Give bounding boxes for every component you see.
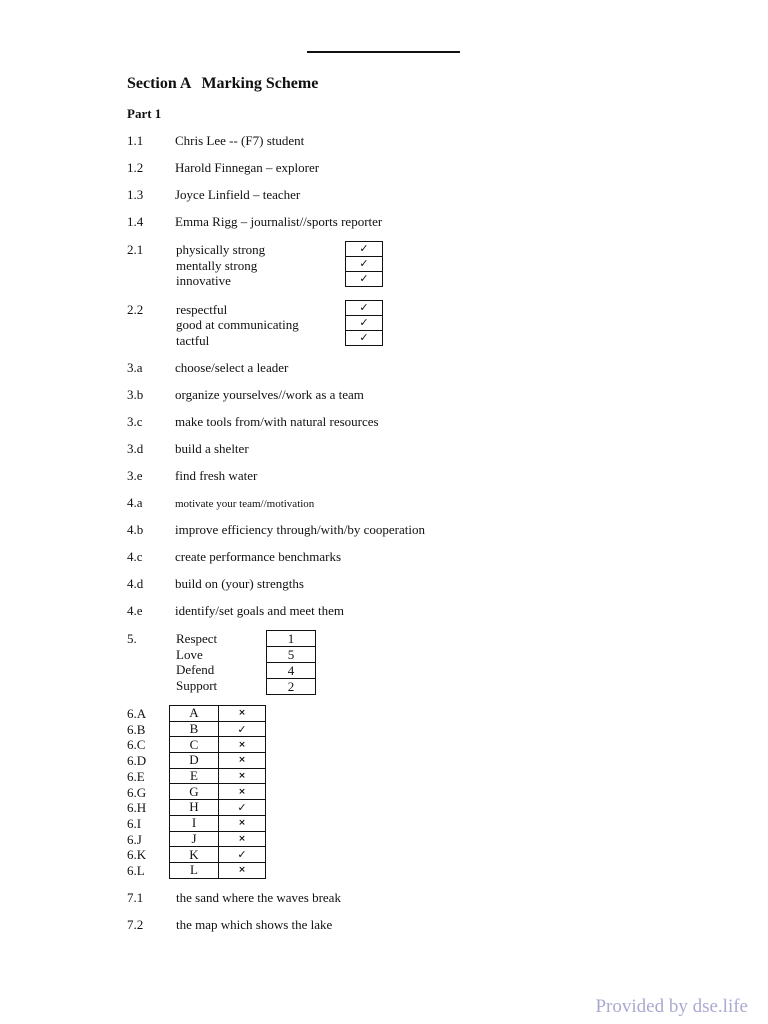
letter-cell: K xyxy=(169,846,219,863)
check-box-group xyxy=(345,241,383,287)
q-number: 3.c xyxy=(127,414,143,429)
q6-answer-grid xyxy=(169,706,266,879)
answer-text: create performance benchmarks xyxy=(175,549,342,564)
check-mark-icon: ✓ xyxy=(218,721,266,738)
q-number: 4.d xyxy=(127,576,144,591)
letter-cell: E xyxy=(169,768,219,785)
rank-cell: 4 xyxy=(266,662,316,679)
answer-text: Chris Lee -- (F7) student xyxy=(175,133,305,148)
q-number: 6.H xyxy=(127,800,147,816)
grid-row xyxy=(169,737,266,753)
value-item: Love xyxy=(176,646,203,662)
answer-item: physically strong xyxy=(176,242,266,257)
answer-text: Harold Finnegan – explorer xyxy=(175,160,320,175)
q-number: 6.A xyxy=(127,706,147,721)
q-number: 1.2 xyxy=(127,160,144,175)
answer-text: improve efficiency through/with/by cooperation xyxy=(175,522,425,537)
rank-cell: 1 xyxy=(266,630,316,647)
grid-row xyxy=(169,753,266,769)
q-number: 5. xyxy=(127,631,137,646)
q-number: 2.2 xyxy=(127,302,144,317)
section-label: Section A xyxy=(127,75,192,92)
letter-cell: J xyxy=(169,831,219,848)
q-number: 4.c xyxy=(127,549,143,564)
q-number: 6.G xyxy=(127,784,147,800)
value-item: Respect xyxy=(176,631,218,646)
check-mark-icon: ✓ xyxy=(345,271,383,287)
cross-icon: × xyxy=(218,815,266,832)
q-number: 2.1 xyxy=(127,242,144,257)
answer-text: choose/select a leader xyxy=(175,360,289,375)
q6-labels xyxy=(127,706,146,879)
check-box-group xyxy=(345,300,383,346)
rank-box xyxy=(266,630,316,695)
part-heading: Part 1 xyxy=(127,106,162,121)
q-number: 6.I xyxy=(127,815,142,831)
q-number: 6.J xyxy=(127,831,142,847)
check-mark-icon: ✓ xyxy=(345,315,383,331)
letter-cell: C xyxy=(169,736,219,753)
cross-icon: × xyxy=(218,705,266,722)
cross-icon: × xyxy=(218,862,266,879)
answer-text: Emma Rigg – journalist//sports reporter xyxy=(175,214,383,229)
answer-item: innovative xyxy=(176,273,231,288)
grid-row xyxy=(169,816,266,832)
grid-row xyxy=(169,722,266,738)
q-number: 6.L xyxy=(127,863,145,879)
cross-icon: × xyxy=(218,768,266,785)
q-number: 3.d xyxy=(127,441,144,456)
check-mark-icon: ✓ xyxy=(345,330,383,346)
answer-text: build on (your) strengths xyxy=(175,576,304,591)
grid-row xyxy=(169,784,266,800)
letter-cell: D xyxy=(169,752,219,769)
grid-row xyxy=(169,863,266,879)
check-mark-icon: ✓ xyxy=(345,241,383,257)
q-number: 1.3 xyxy=(127,187,144,202)
value-list xyxy=(176,631,217,694)
rank-cell: 2 xyxy=(266,678,316,695)
q-number: 6.E xyxy=(127,768,145,784)
answer-item: respectful xyxy=(176,302,228,317)
q-number: 6.B xyxy=(127,721,146,737)
answer-item: tactful xyxy=(176,333,210,348)
answer-text: the sand where the waves break xyxy=(176,890,341,905)
answer-text: build a shelter xyxy=(175,441,249,456)
answer-item: mentally strong xyxy=(176,258,258,273)
letter-cell: I xyxy=(169,815,219,832)
q-number: 4.a xyxy=(127,495,143,510)
answer-text: Joyce Linfield – teacher xyxy=(175,187,301,202)
letter-cell: A xyxy=(169,705,219,722)
answer-text: make tools from/with natural resources xyxy=(175,414,379,429)
title-label: Marking Scheme xyxy=(201,75,319,92)
value-item: Support xyxy=(176,678,218,694)
q-number: 7.2 xyxy=(127,917,144,932)
rank-cell: 5 xyxy=(266,646,316,663)
q-number: 6.C xyxy=(127,737,146,753)
q-number: 4.b xyxy=(127,522,144,537)
q-number: 3.b xyxy=(127,387,144,402)
grid-row xyxy=(169,832,266,848)
top-rule xyxy=(307,51,460,53)
letter-cell: H xyxy=(169,799,219,816)
answer-text: identify/set goals and meet them xyxy=(175,603,344,618)
check-mark-icon: ✓ xyxy=(218,846,266,863)
letter-cell: G xyxy=(169,783,219,800)
page-title xyxy=(127,75,318,93)
q-number: 6.D xyxy=(127,753,147,769)
cross-icon: × xyxy=(218,783,266,800)
q-number: 1.1 xyxy=(127,133,144,148)
q-number: 3.e xyxy=(127,468,143,483)
grid-row xyxy=(169,800,266,816)
cross-icon: × xyxy=(218,752,266,769)
answer-item: good at communicating xyxy=(176,317,299,332)
q-number: 7.1 xyxy=(127,890,144,905)
q-number: 6.K xyxy=(127,847,147,863)
grid-row xyxy=(169,706,266,722)
check-mark-icon: ✓ xyxy=(345,256,383,272)
check-mark-icon: ✓ xyxy=(218,799,266,816)
cross-icon: × xyxy=(218,736,266,753)
value-item: Defend xyxy=(176,662,215,678)
check-mark-icon: ✓ xyxy=(345,300,383,316)
q-number: 3.a xyxy=(127,360,143,375)
letter-cell: B xyxy=(169,721,219,738)
answer-text: organize yourselves//work as a team xyxy=(175,387,364,402)
answer-text: find fresh water xyxy=(175,468,258,483)
letter-cell: L xyxy=(169,862,219,879)
watermark-footer: Provided by dse.life xyxy=(595,996,748,1017)
answer-text: motivate your team//motivation xyxy=(175,498,315,510)
answer-text: the map which shows the lake xyxy=(176,917,333,932)
cross-icon: × xyxy=(218,831,266,848)
q-number: 4.e xyxy=(127,603,143,618)
q-number: 1.4 xyxy=(127,214,144,229)
grid-row xyxy=(169,769,266,785)
grid-row xyxy=(169,847,266,863)
